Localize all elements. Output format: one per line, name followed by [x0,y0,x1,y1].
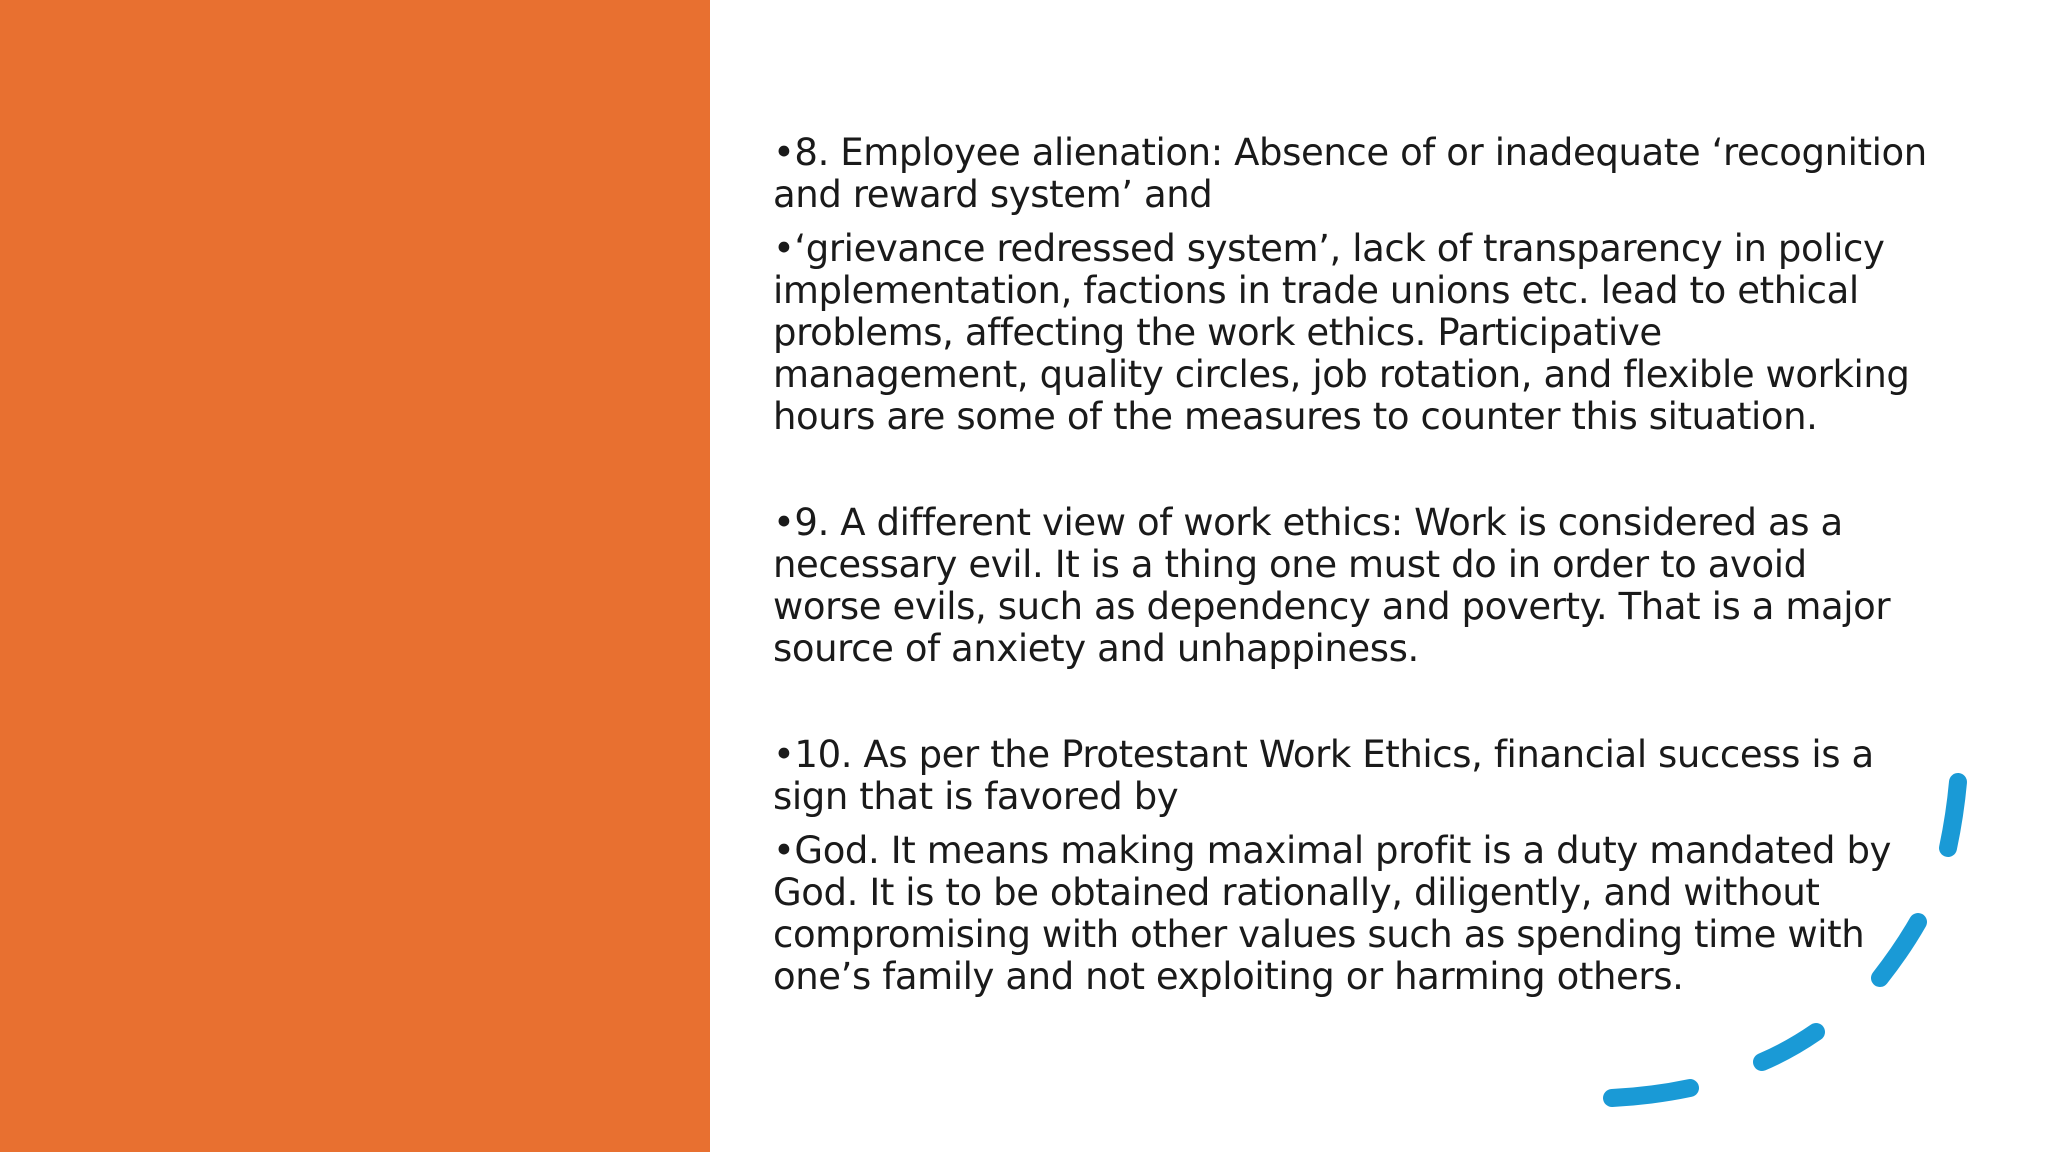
paragraph-protestant-work-ethics [773,734,1943,818]
text-line: one’s family and not exploiting or harming others. [773,955,1684,998]
text-line: source of anxiety and unhappiness. [773,627,1419,670]
text-line: •9. A different view of work ethics: Work is considered as a [773,501,1843,544]
text-line: compromising with other values such as spending time with [773,913,1865,956]
swoosh-dash [1948,782,1958,848]
text-line: •‘grievance redressed system’, lack of transparency in policy [773,227,1885,270]
paragraph-employee-alienation [773,132,1943,216]
text-line: worse evils, such as dependency and poverty. That is a major [773,585,1891,628]
paragraph-different-view [773,502,1943,670]
swoosh-dash [1612,1088,1690,1098]
text-line: implementation, factions in trade unions etc. lead to ethical [773,269,1859,312]
paragraph-god-profit-duty [773,830,1943,998]
text-line: •God. It means making maximal profit is a duty mandated by [773,829,1892,872]
text-line: •10. As per the Protestant Work Ethics, financial success is a [773,733,1874,776]
text-line: •8. Employee alienation: Absence of or inadequate ‘recognition [773,131,1927,174]
text-line: God. It is to be obtained rationally, diligently, and without [773,871,1820,914]
text-line: and reward system’ and [773,173,1213,216]
slide-body-text [773,132,1943,998]
paragraph-grievance-system [773,228,1943,438]
text-line: sign that is favored by [773,775,1179,818]
text-line: hours are some of the measures to counter this situation. [773,395,1818,438]
swoosh-dash [1762,1032,1816,1062]
text-line: problems, affecting the work ethics. Participative [773,311,1662,354]
text-line: management, quality circles, job rotation, and flexible working [773,353,1910,396]
orange-side-panel [0,0,710,1152]
text-line: necessary evil. It is a thing one must do in order to avoid [773,543,1807,586]
